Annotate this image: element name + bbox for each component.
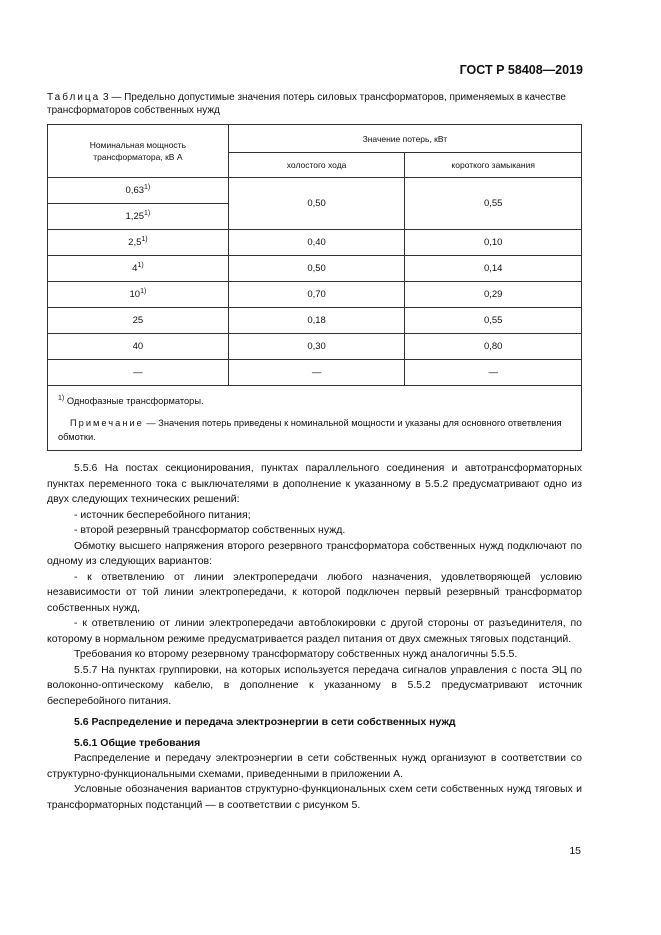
loss-table [47,124,582,451]
table-cell-short: 0,55 [405,178,582,230]
page-number: 15 [569,845,581,857]
table-cell-short: 0,80 [405,334,582,360]
table-cell-idle: — [228,360,405,386]
paragraph: 5.5.6 На постах секционирования, пунктах параллельного соединения и автотрансформаторных пунктах переменного тока с выключателями в дополнение к указанному в 5.5.2 предусматривают одно из двух следующих технических решений: [47,462,582,505]
table-cell-power: 40 [48,334,229,360]
header-idle: холостого хода [228,153,405,178]
table-cell-power: 10$^{1)}$ [48,282,229,308]
caption-prefix: Таблица [47,92,101,103]
table-cell-power: 1,25$^{1)}$ [48,204,229,230]
table-cell-idle: 0,50 [228,178,405,230]
table-cell-short: 0,29 [405,282,582,308]
table-cell-idle: 0,40 [228,230,405,256]
list-item: - к ответвлению от линии электропередачи любого назначения, удовлетворяющей условию независимости от той линии электропередачи, к которой подключен первый резервный трансформатор собственных нужд, [47,570,582,614]
table-cell-power: 25 [48,308,229,334]
standard-number: ГОСТ Р 58408—2019 [459,63,583,77]
paragraph: Условные обозначения вариантов структурно-функциональных схем сети собственных нужд тяговых и трансформаторных подстанций — в соответствии с рисунком 5. [47,783,582,811]
table-cell-idle: 0,70 [228,282,405,308]
subsection-heading: 5.6.1 Общие требования [74,736,201,749]
table-cell-power: 4$^{1)}$ [48,256,229,282]
table-caption [47,91,587,117]
table-cell-power: 2,5$^{1)}$ [48,230,229,256]
table-cell-short: 0,10 [405,230,582,256]
table-cell-short: — [405,360,582,386]
paragraph: Требования ко второму резервному трансформатору собственных нужд аналогичны 5.5.5. [74,648,518,660]
table-cell-idle: 0,50 [228,256,405,282]
list-item: - к ответвлению от линии электропередачи автоблокировки с другой стороны от разъединителя, по которому в нормальном режиме предусматривается раздел питания от двух смежных тяговых подстанций. [47,617,582,645]
header-loss-value: Значение потерь, кВт [228,125,581,153]
table-footnotes [48,386,582,451]
caption-text: — Предельно допустимые значения потерь силовых трансформаторов, применяемых в качестве трансформаторов собственных нужд [47,92,566,116]
list-item: - второй резервный трансформатор собственных нужд. [74,524,346,536]
table-cell-idle: 0,18 [228,308,405,334]
body-text [47,461,582,813]
paragraph: 5.5.7 На пунктах группировки, на которых используется передача сигналов управления с поста ЭЦ по волоконно-оптическому кабелю, в дополнение к указанному в 5.5.2 предусматривают источник бесперебойного питания. [47,663,582,707]
table-cell-short: 0,14 [405,256,582,282]
paragraph: Обмотку высшего напряжения второго резервного трансформатора собственных нужд подключают по одному из следующих вариантов: [47,539,582,567]
header-nominal-power: Номинальная мощность трансформатора, кВ А [48,125,229,178]
table-cell-short: 0,55 [405,308,582,334]
header-short-circuit: короткого замыкания [405,153,582,178]
footnote: $^{1)}$ Однофазные трансформаторы. [58,394,204,406]
table-cell-idle: 0,30 [228,334,405,360]
table-cell-power: — [48,360,229,386]
table-note: Примечание — Значения потерь приведены к номинальной мощности и указаны для основного ответвления обмотки. [58,418,562,442]
table-cell-power: 0,63$^{1)}$ [48,178,229,204]
paragraph: Распределение и передачу электроэнергии в сети собственных нужд организуют в соответствии со структурно-функциональными схемами, приведенными в приложении А. [47,752,582,780]
list-item: - источник бесперебойного питания; [74,508,251,521]
caption-number: 3 [103,92,109,103]
section-heading: 5.6 Распределение и передача электроэнергии в сети собственных нужд [74,716,456,728]
